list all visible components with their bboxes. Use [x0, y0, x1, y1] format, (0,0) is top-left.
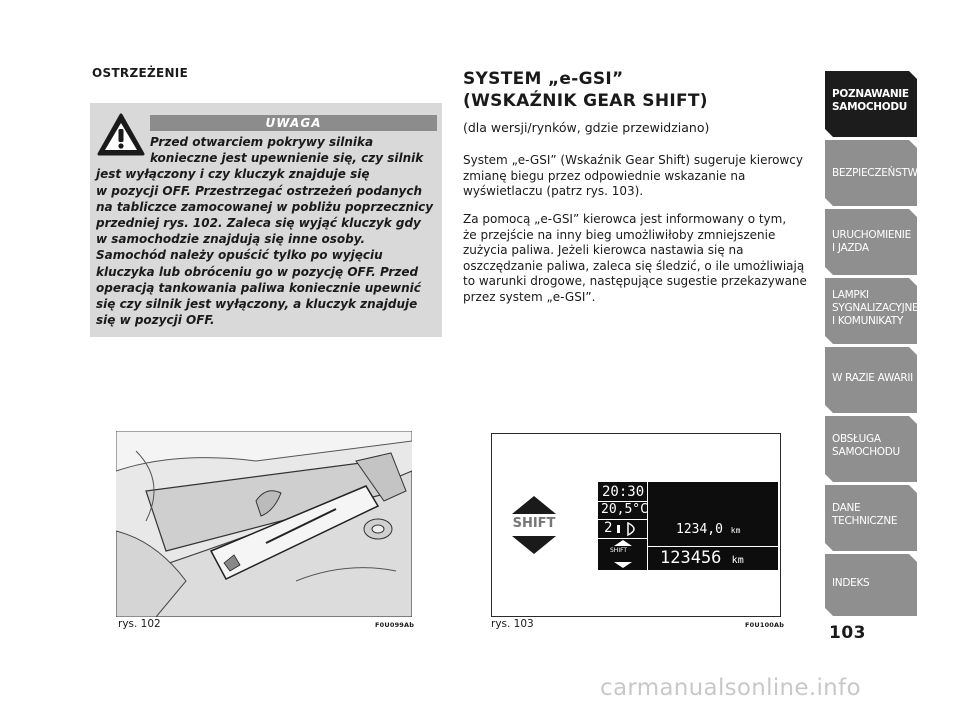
figure-103-caption: rys. 103: [491, 618, 534, 630]
paragraph-line: to warunki drogowe, następujące sugestie przekazywane: [463, 274, 807, 288]
lcd-trip-unit: km: [730, 526, 741, 535]
tab-label: W RAZIE AWARII: [832, 372, 913, 384]
tab-label: POZNAWANIE: [832, 88, 909, 100]
lcd-odometer-unit: km: [731, 555, 744, 566]
shift-label: SHIFT: [512, 516, 556, 531]
section-title: [463, 68, 708, 112]
tab-lampki-sygnalizacyjne[interactable]: [825, 278, 917, 344]
paragraph-line: zmianę biegu przez odpowiednie wskazanie na: [463, 168, 746, 183]
tab-indeks[interactable]: [825, 554, 917, 616]
lcd-trip: 1234,0: [676, 522, 723, 537]
tab-label: SAMOCHODU: [832, 446, 900, 458]
figure-102-engine-bay: [116, 431, 412, 617]
paragraph-line: wyświetlaczu (patrz rys. 103).: [463, 184, 644, 198]
warning-section-heading: OSTRZEŻENIE: [92, 66, 189, 80]
tab-label: OBSŁUGA: [832, 433, 881, 445]
warning-line: operacją tankowania paliwa koniecznie upewnić: [96, 280, 421, 295]
page-number: 103: [829, 623, 866, 643]
paragraph-line: przez system „e-GSI”.: [463, 289, 596, 304]
tab-obsluga-samochodu[interactable]: [825, 416, 917, 482]
paragraph-line: zużycia paliwa. Jeżeli kierowca nastawia się na: [463, 243, 744, 257]
section-title-line: SYSTEM „e-GSI”: [463, 69, 624, 89]
tab-uruchomienie-i-jazda[interactable]: [825, 209, 917, 275]
warning-line: jest wyłączony i czy kluczyk znajduje się: [96, 167, 370, 182]
tab-label: SYGNALIZACYJNE: [832, 302, 919, 314]
figure-102-code: F0U099Ab: [375, 621, 415, 629]
tab-w-razie-awarii[interactable]: [825, 347, 917, 413]
tab-label: I JAZDA: [832, 242, 869, 254]
warning-line: Przed otwarciem pokrywy silnika: [150, 135, 374, 149]
warning-line: przedniej rys. 102. Zaleca się wyjąć kluczyk gdy: [96, 216, 421, 231]
tab-label: URUCHOMIENIE: [832, 229, 911, 241]
section-title-line: (WSKAŹNIK GEAR SHIFT): [463, 91, 708, 111]
warning-line: w pozycji OFF. Przestrzegać ostrzeżeń podanych: [96, 183, 423, 198]
warning-badge: UWAGA: [150, 115, 437, 131]
headlight-icon: [616, 522, 642, 536]
paragraph-2: [463, 212, 807, 305]
lcd-gear: 2: [604, 520, 613, 536]
tab-label: DANE: [832, 502, 861, 514]
tab-bezpieczenstwo[interactable]: [825, 140, 926, 206]
lcd-temperature: 20,5°C: [601, 502, 648, 517]
warning-line: się czy silnik jest wyłączony, a kluczyk znajduje: [96, 297, 418, 312]
lcd-shift-arrows-icon: [606, 540, 640, 568]
warning-line: kluczyka lub obróceniu go w pozycję OFF. Przed: [96, 264, 419, 279]
figure-103-code: F0U100Ab: [745, 621, 785, 629]
tab-label: BEZPIECZEŃSTWO: [832, 167, 926, 179]
warning-line: w samochodzie znajdują się inne osoby.: [96, 232, 366, 247]
paragraph-line: że przejście na inny bieg umożliwiłoby zmniejszenie: [463, 227, 776, 242]
tab-label: I KOMUNIKATY: [832, 315, 904, 327]
lcd-shift-label: SHIFT: [610, 547, 628, 554]
paragraph-line: System „e-GSI” (Wskaźnik Gear Shift) sugeruje kierowcy: [463, 153, 803, 167]
tab-label: LAMPKI: [832, 289, 869, 301]
lcd-time: 20:30: [602, 484, 645, 500]
tab-label: TECHNICZNE: [832, 515, 898, 527]
paragraph-line: oszczędzanie paliwa, zaleca się śledzić, o ile umożliwiają: [463, 258, 805, 273]
tab-label: INDEKS: [832, 577, 870, 589]
watermark: carmanualsonline.info: [600, 675, 861, 701]
warning-line: na tabliczce zamocowanej w pobliżu poprzecznicy: [96, 199, 434, 214]
warning-line: konieczne jest upewnienie się, czy silnik: [150, 151, 424, 166]
warning-text: [96, 134, 440, 328]
tab-label: SAMOCHODU: [832, 101, 908, 113]
tab-poznawanie-samochodu[interactable]: [825, 71, 917, 137]
section-subtitle: (dla wersji/rynków, gdzie przewidziano): [463, 120, 710, 135]
warning-line: się w pozycji OFF.: [96, 313, 215, 328]
tab-dane-techniczne[interactable]: [825, 485, 917, 551]
warning-line: Samochód należy opuścić tylko po wyjęciu: [96, 248, 383, 263]
figure-103-display: [491, 433, 781, 617]
figure-102-caption: rys. 102: [118, 618, 161, 630]
paragraph-line: Za pomocą „e-GSI” kierowca jest informowany o tym,: [463, 212, 787, 226]
lcd-odometer: 123456: [660, 548, 722, 568]
paragraph-1: [463, 153, 803, 200]
